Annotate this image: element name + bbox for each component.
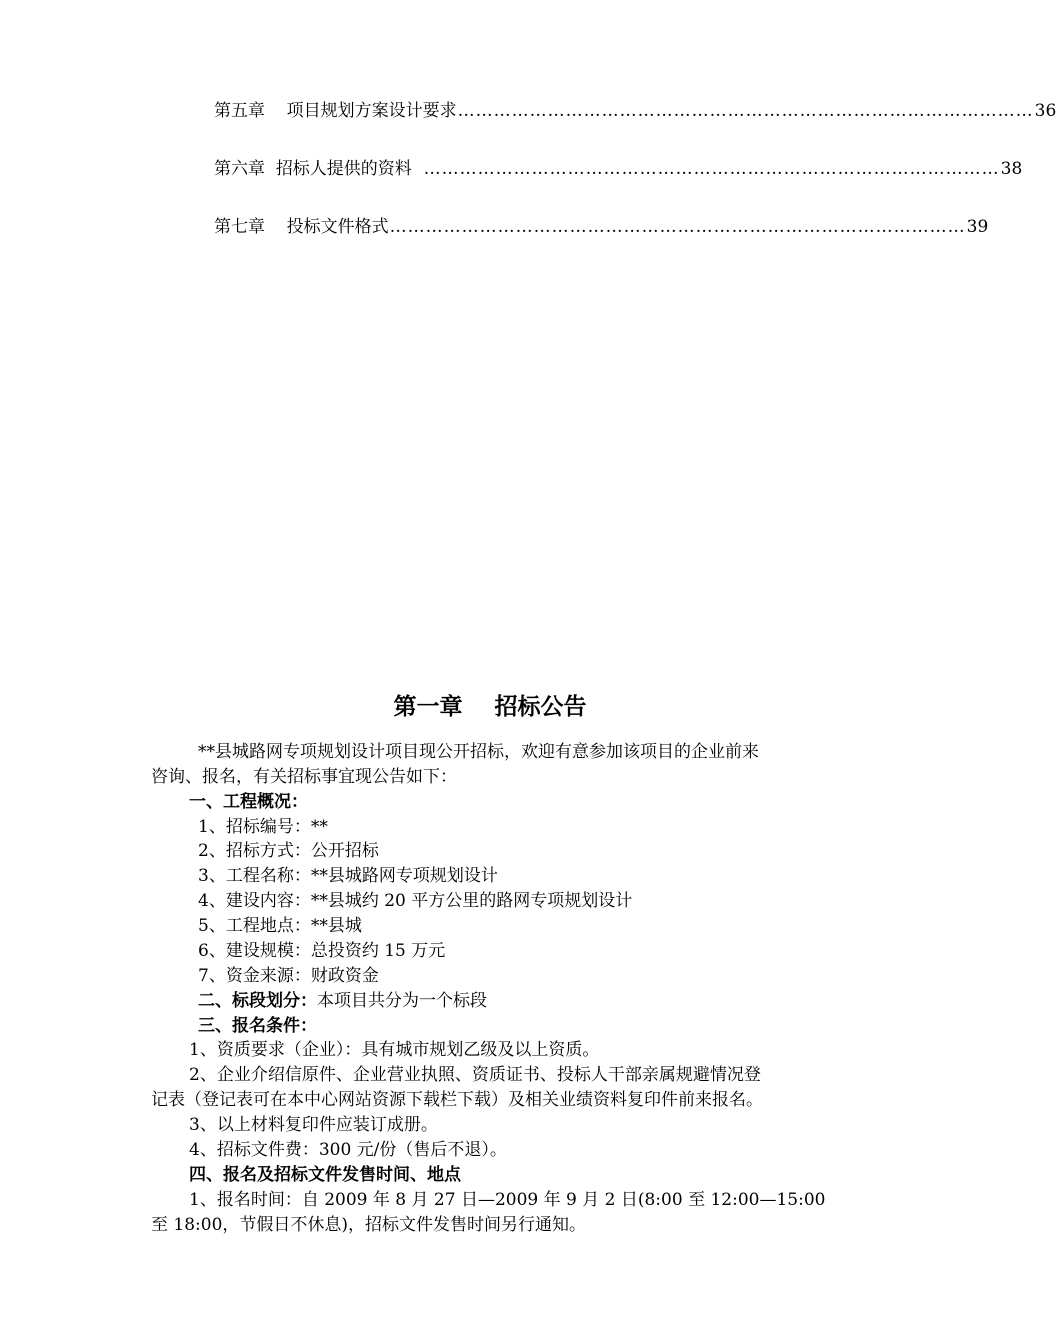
chapter-number: 第一章 (393, 694, 463, 720)
toc-page-number: 39 (966, 217, 989, 237)
intro-line: 咨询、报名，有关招标事宜现公告如下： (151, 767, 457, 787)
list-item: 4、建设内容：**县城约 20 平方公里的路网专项规划设计 (198, 891, 633, 911)
list-item: 2、企业介绍信原件、企业营业执照、资质证书、投标人干部亲属规避情况登 (189, 1065, 761, 1085)
toc-leader-dots: …………………………………………………………………………………… (457, 101, 1034, 121)
toc-gap (265, 159, 276, 179)
list-item: 1、报名时间：自 2009 年 8 月 27 日—2009 年 9 月 2 日(8:00 至 12:00—15:00 (189, 1190, 826, 1210)
list-item: 3、以上材料复印件应装订成册。 (189, 1115, 438, 1135)
list-item-continued: 记表（登记表可在本中心网站资源下载栏下载）及相关业绩资料复印件前来报名。 (151, 1090, 763, 1110)
list-item: 2、招标方式：公开招标 (198, 841, 379, 861)
toc-chapter-number: 第七章 (214, 217, 265, 237)
list-item: 3、工程名称：**县城路网专项规划设计 (198, 866, 498, 886)
toc-title: 项目规划方案设计要求 (286, 101, 457, 121)
toc-leader-dots: …………………………………………………………………………………… (423, 159, 1000, 179)
chapter-name: 招标公告 (494, 694, 587, 720)
section-heading: 四、报名及招标文件发售时间、地点 (189, 1165, 461, 1185)
toc-page-number: 38 (1000, 159, 1023, 179)
list-item: 4、招标文件费：300 元/份（售后不退）。 (189, 1140, 507, 1160)
section-heading: 一、工程概况： (189, 792, 308, 812)
toc-gap (265, 217, 287, 237)
list-item: 7、资金来源：财政资金 (198, 966, 379, 986)
toc-gap (265, 101, 287, 121)
chapter-title (0, 688, 980, 721)
list-item: 5、工程地点：**县城 (198, 916, 362, 936)
toc-page-number: 36 (1034, 101, 1056, 121)
section-heading: 三、报名条件： (198, 1016, 317, 1036)
section-heading: 二、标段划分： (198, 991, 317, 1011)
list-item: 1、资质要求（企业）：具有城市规划乙级及以上资质。 (189, 1040, 600, 1060)
intro-line: **县城路网专项规划设计项目现公开招标，欢迎有意参加该项目的企业前来 (198, 742, 759, 762)
toc-entry (214, 96, 1056, 121)
list-item-continued: 至 18:00，节假日不休息)，招标文件发售时间另行通知。 (151, 1215, 587, 1235)
toc-chapter-number: 第六章 (214, 159, 265, 179)
toc-entry (214, 154, 1023, 179)
list-item: 1、招标编号：** (198, 817, 328, 837)
toc-leader-dots: …………………………………………………………………………………… (389, 217, 966, 237)
section-text: 本项目共分为一个标段 (317, 991, 487, 1011)
list-item: 6、建设规模：总投资约 15 万元 (198, 941, 446, 961)
toc-title: 投标文件格式 (286, 217, 389, 237)
toc-chapter-number: 第五章 (214, 101, 265, 121)
section-line (198, 986, 487, 1011)
toc-title: 招标人提供的资料 (275, 159, 423, 179)
toc-entry (214, 212, 989, 237)
